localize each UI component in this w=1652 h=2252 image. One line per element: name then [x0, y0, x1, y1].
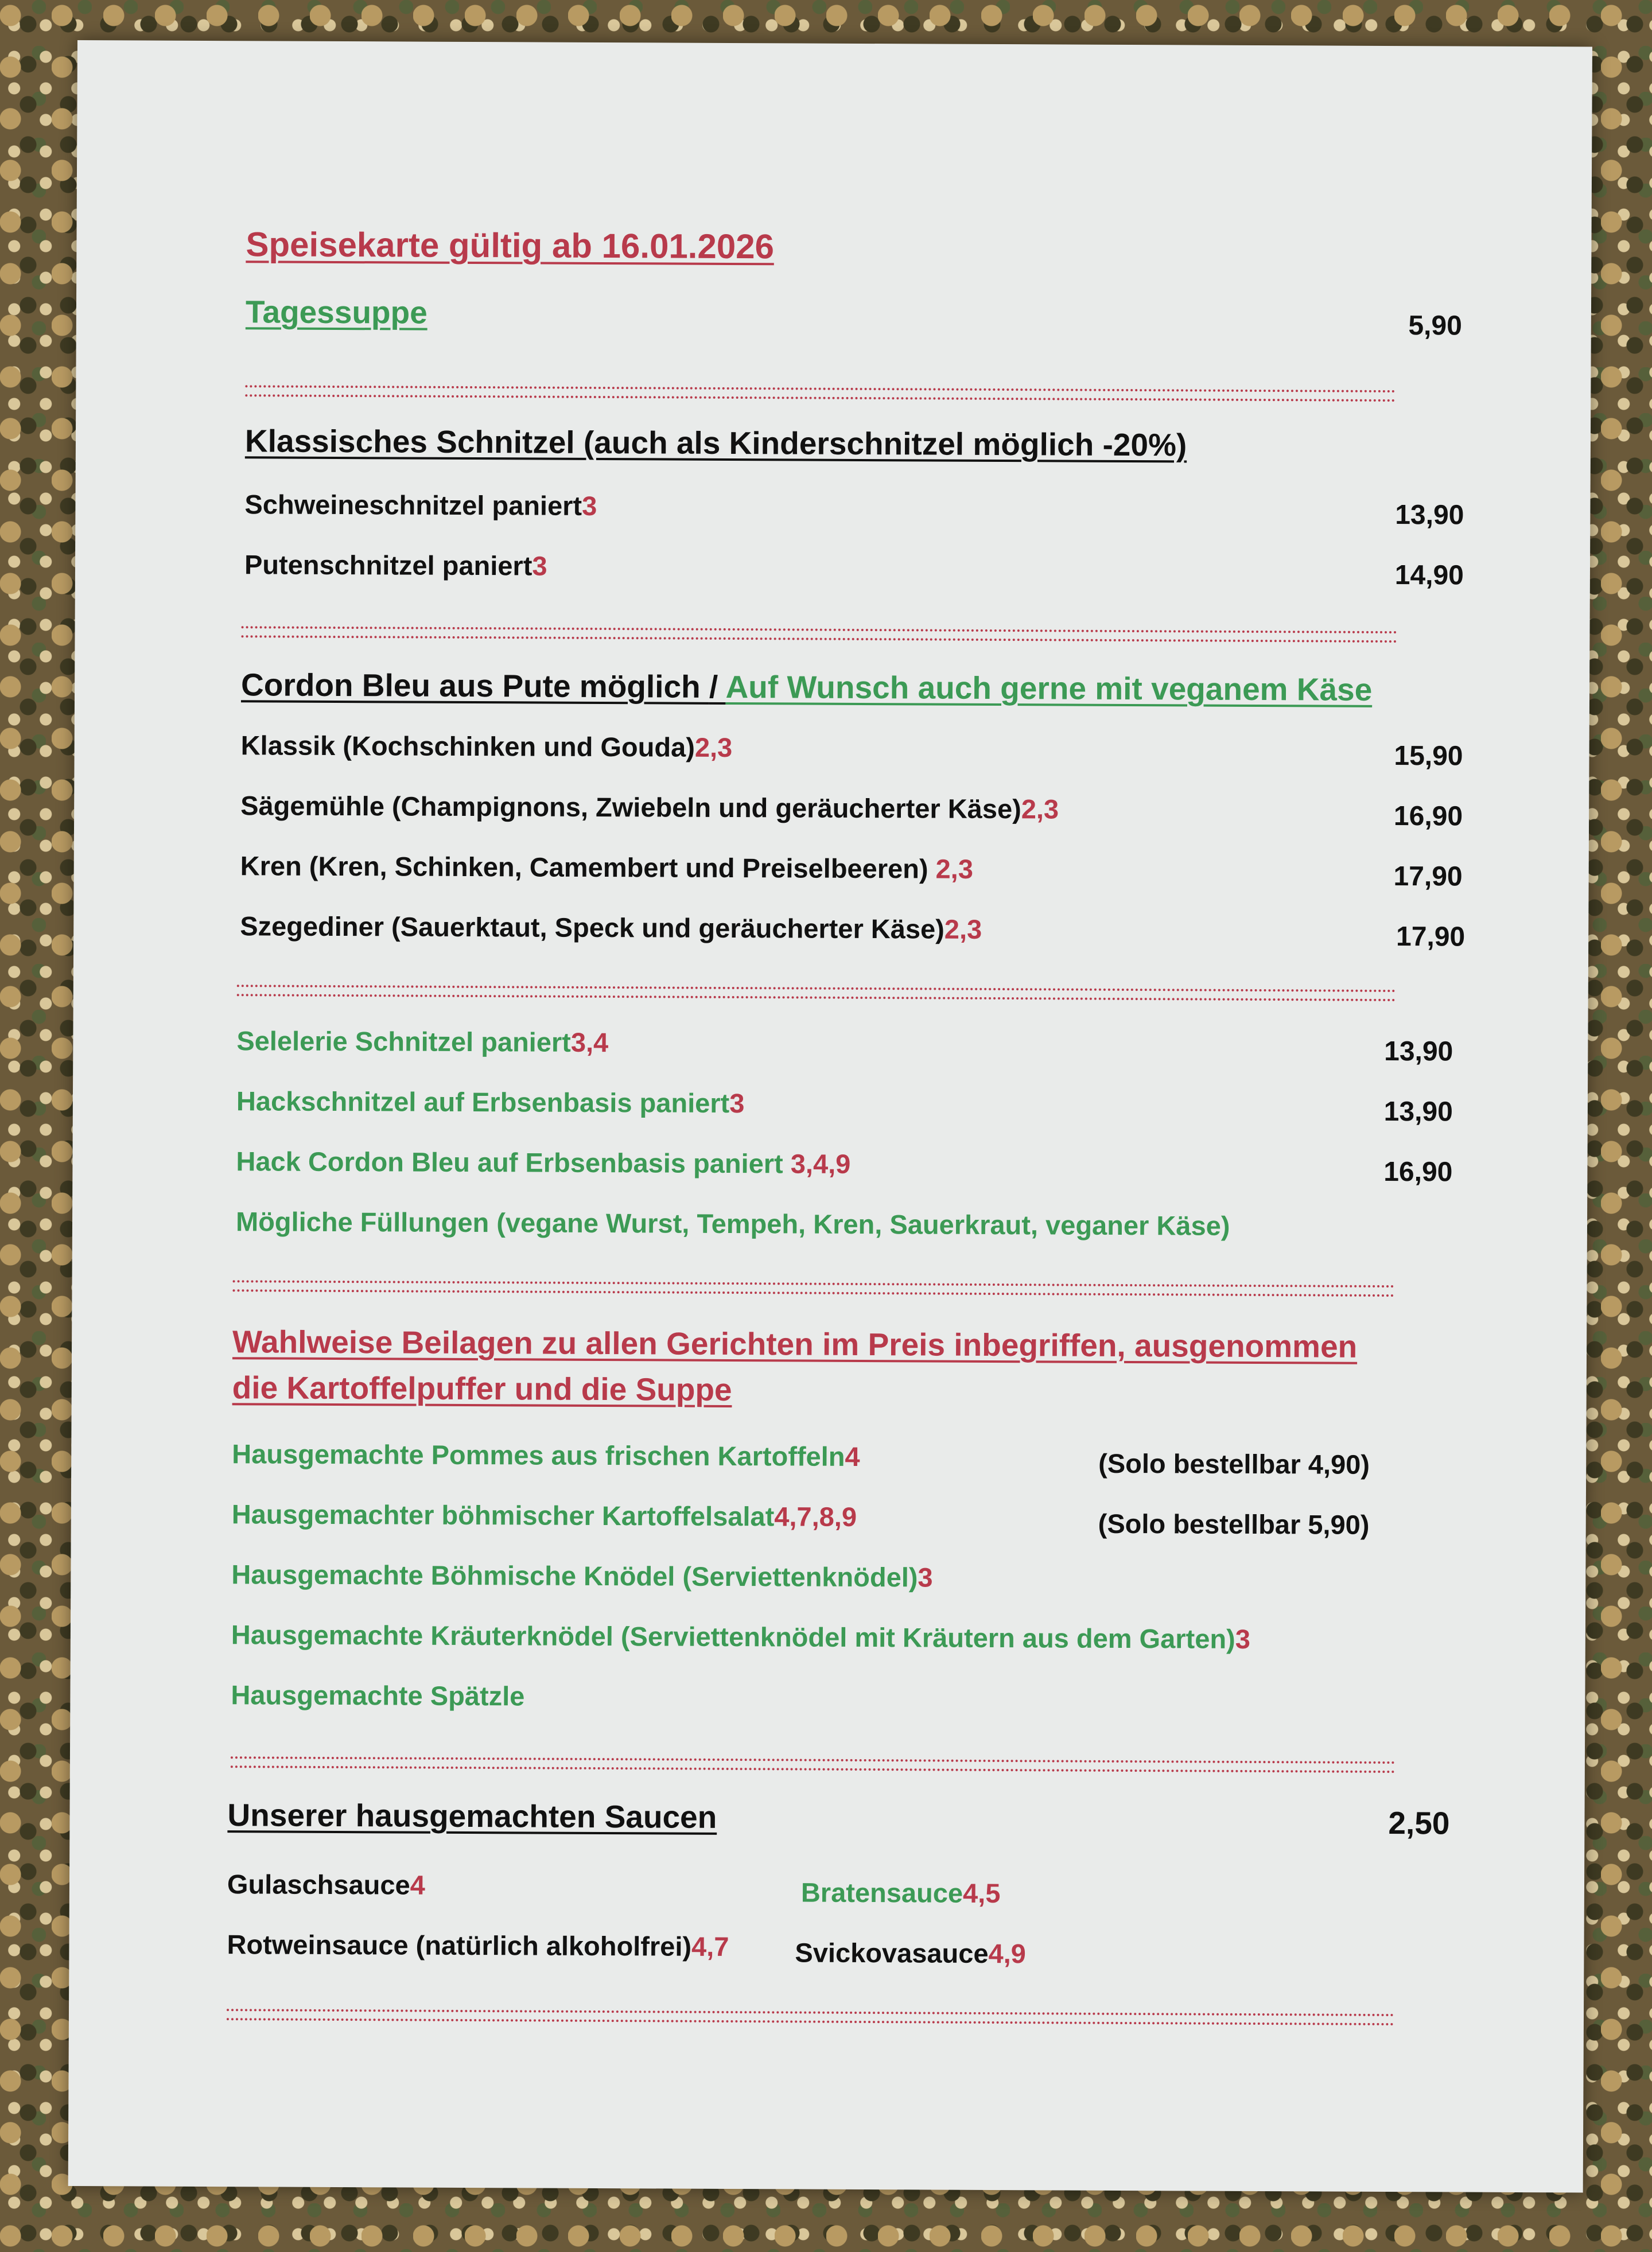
menu-item — [236, 1145, 850, 1180]
item-name: Selelerie Schnitzel paniert — [236, 1025, 572, 1057]
item-name: Schweineschnitzel paniert — [244, 489, 582, 521]
item-price: 13,90 — [1383, 1096, 1453, 1127]
item-allergens: 2,3 — [694, 732, 733, 763]
separator — [241, 626, 1397, 643]
separator — [237, 985, 1396, 1001]
cordon-header-slash: / — [709, 668, 726, 705]
menu-sheet — [68, 40, 1592, 2192]
item-name: Hausgemachte Böhmische Knödel (Serviettenknödel) — [231, 1559, 918, 1593]
item-name: Gulaschsauce — [227, 1869, 410, 1900]
menu-item — [240, 910, 982, 945]
separator — [227, 2009, 1394, 2025]
menu-title: Speisekarte gültig ab 16.01.2026 — [246, 225, 775, 266]
item-price: 14,90 — [1394, 560, 1464, 591]
solo-price-note: (Solo bestellbar 5,90) — [1098, 1508, 1370, 1540]
item-allergens: 4,9 — [988, 1938, 1027, 1969]
vegan-fillings: Mögliche Füllungen (vegane Wurst, Tempeh, Kren, Sauerkraut, veganer Käse) — [235, 1206, 1230, 1241]
item-name: Hackschnitzel auf Erbsenbasis paniert — [236, 1086, 730, 1118]
soup-price: 5,90 — [1408, 310, 1462, 341]
item-price: 13,90 — [1384, 1036, 1453, 1067]
sides-header-line2: die Kartoffelpuffer und die Suppe — [232, 1370, 732, 1407]
menu-item — [241, 729, 733, 763]
side-item — [232, 1498, 857, 1533]
item-allergens: 3 — [1235, 1623, 1251, 1654]
item-allergens: 3 — [532, 550, 547, 581]
classic-header: Klassisches Schnitzel (auch als Kinderschnitzel möglich -20%) — [244, 423, 1187, 463]
item-price: 13,90 — [1395, 500, 1464, 531]
menu-item — [240, 850, 973, 885]
menu-item — [236, 1085, 745, 1119]
item-name: Hausgemachte Pommes aus frischen Kartoffeln — [232, 1438, 845, 1472]
item-name: Hausgemachte Spätzle — [231, 1679, 525, 1712]
solo-price-note: (Solo bestellbar 4,90) — [1098, 1448, 1370, 1480]
item-price: 17,90 — [1393, 861, 1463, 892]
soup-label: Tagessuppe — [245, 294, 427, 330]
sauce-item — [227, 1868, 425, 1901]
item-allergens: 4,7,8,9 — [774, 1501, 857, 1532]
side-item — [231, 1679, 524, 1712]
menu-item — [244, 488, 597, 522]
item-price: 17,90 — [1396, 921, 1466, 952]
sauce-item — [801, 1877, 1001, 1909]
item-allergens: 4,7 — [691, 1931, 729, 1962]
item-allergens: 4 — [410, 1869, 425, 1900]
separator — [245, 385, 1396, 402]
menu-item — [236, 1025, 608, 1058]
separator — [232, 1280, 1394, 1297]
item-name: Kren (Kren, Schinken, Camembert und Preiselbeeren) — [240, 850, 936, 884]
item-allergens: 3 — [729, 1087, 745, 1119]
item-allergens: 4,5 — [962, 1877, 1001, 1909]
item-allergens: 3 — [582, 490, 597, 521]
item-name: Rotweinsauce (natürlich alkoholfrei) — [227, 1929, 692, 1962]
item-allergens: 2,3 — [935, 853, 974, 884]
item-allergens: 2,3 — [1021, 794, 1059, 824]
side-item — [232, 1438, 860, 1472]
item-name: Szegediner (Sauerktaut, Speck und geräucherter Käse) — [240, 911, 944, 944]
item-allergens: 3,4 — [570, 1026, 609, 1058]
item-price: 15,90 — [1394, 741, 1463, 772]
sauces-price: 2,50 — [1388, 1804, 1450, 1841]
item-allergens: 3 — [918, 1562, 933, 1593]
item-name: Sägemühle (Champignons, Zwiebeln und geräucherter Käse) — [240, 790, 1021, 824]
item-name: Hausgemachter böhmischer Kartoffelsalat — [231, 1499, 775, 1532]
item-price: 16,90 — [1393, 801, 1463, 832]
item-name: Putenschnitzel paniert — [244, 549, 532, 581]
vegan-cheese-note: Auf Wunsch auch gerne mit veganem Käse — [725, 668, 1373, 707]
item-name: Svickovasauce — [795, 1937, 989, 1969]
item-allergens: 2,3 — [944, 913, 982, 944]
item-price: 16,90 — [1383, 1156, 1453, 1188]
separator — [231, 1756, 1396, 1773]
sauce-item — [227, 1928, 729, 1962]
sauces-header: Unserer hausgemachten Saucen — [227, 1797, 717, 1835]
item-allergens: 4 — [845, 1441, 860, 1472]
item-name: Hausgemachte Kräuterknödel (Serviettenknödel mit Kräutern aus dem Garten) — [231, 1619, 1235, 1654]
menu-item — [244, 549, 547, 581]
side-item — [231, 1558, 933, 1593]
menu-item — [240, 789, 1059, 824]
item-name: Bratensauce — [800, 1877, 963, 1908]
cordon-header-text: Cordon Bleu aus Pute möglich — [240, 667, 710, 705]
item-name: Klassik (Kochschinken und Gouda) — [240, 730, 695, 763]
sides-header-line1: Wahlweise Beilagen zu allen Gerichten im Preis inbegriffen, ausgenommen — [232, 1324, 1358, 1364]
item-allergens: 3,4,9 — [790, 1148, 851, 1179]
sauce-item — [795, 1936, 1026, 1969]
item-name: Hack Cordon Bleu auf Erbsenbasis paniert — [236, 1146, 791, 1179]
cordon-header — [241, 666, 1372, 708]
side-item — [231, 1619, 1250, 1655]
